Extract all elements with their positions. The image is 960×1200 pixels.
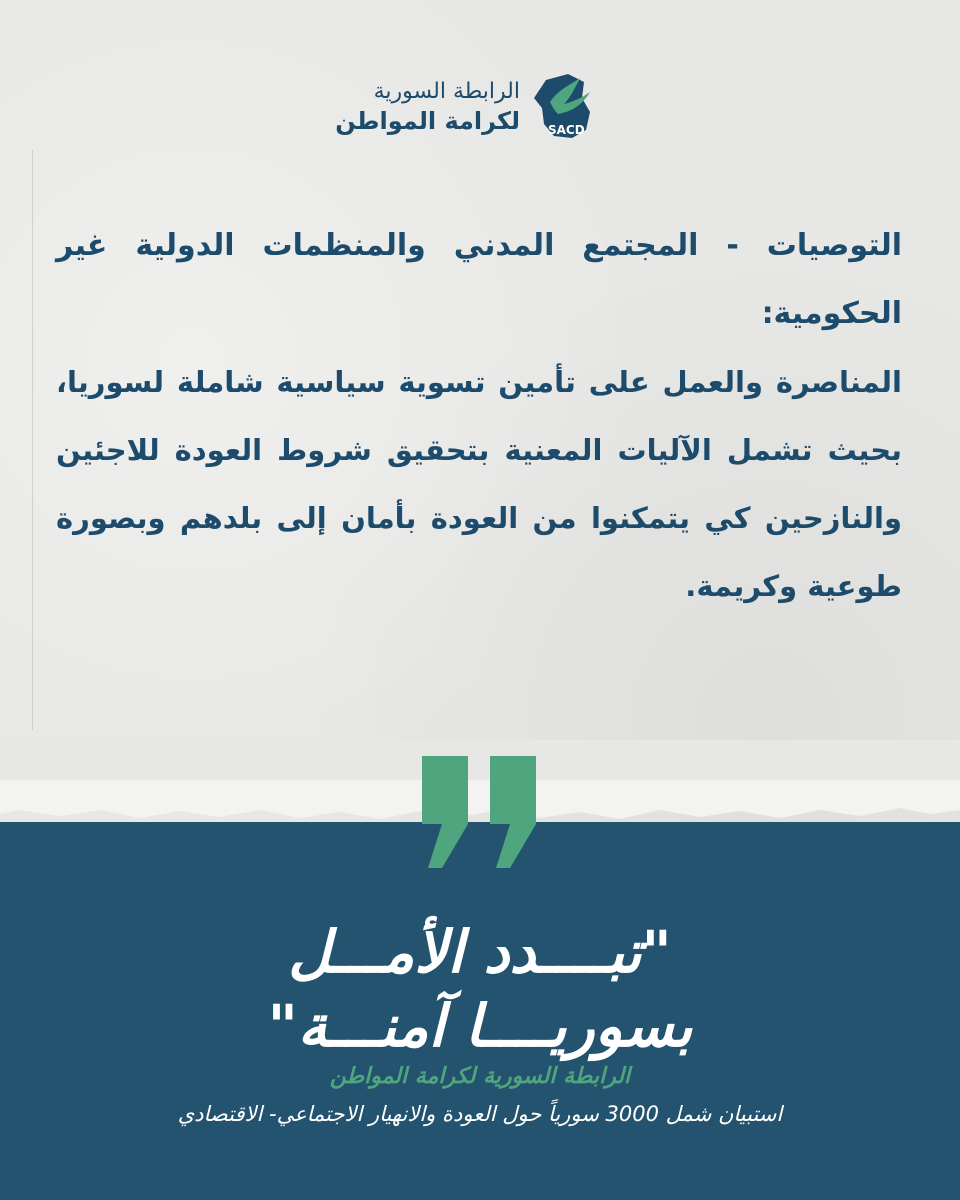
logo-line1: الرابطة السورية [373,79,520,104]
quotation-marks-icon [422,756,540,868]
organization-name: الرابطة السورية لكرامة المواطن [329,1064,631,1089]
logo-abbr: SACD [548,123,585,137]
survey-caption: استبيان شمل 3000 سورياً حول العودة والانهيار الاجتماعي- الاقتصادي [177,1102,783,1126]
pull-quote-line2: بسوريــــا آمنـــة" [267,992,693,1060]
syria-map-with-bird-icon [524,68,604,148]
pull-quote-line1: "تبــــدد الأمـــل [288,918,672,986]
margin-line [32,150,33,730]
logo-text [335,78,520,136]
article [56,212,902,620]
logo-line2: لكرامة المواطن [335,107,520,135]
article-body: المناصرة والعمل على تأمين تسوية سياسية شاملة لسوريا، بحيث تشمل الآليات المعنية بتحقيق شروط العودة للاجئين والنازحين كي يتمكنوا من العودة بأمان إلى بلدهم وبصورة طوعية وكريمة. [56,365,902,603]
pull-quote [80,915,880,1063]
sacd-logo [335,68,610,148]
article-heading: التوصيات - المجتمع المدني والمنظمات الدولية غير الحكومية: [56,228,902,331]
